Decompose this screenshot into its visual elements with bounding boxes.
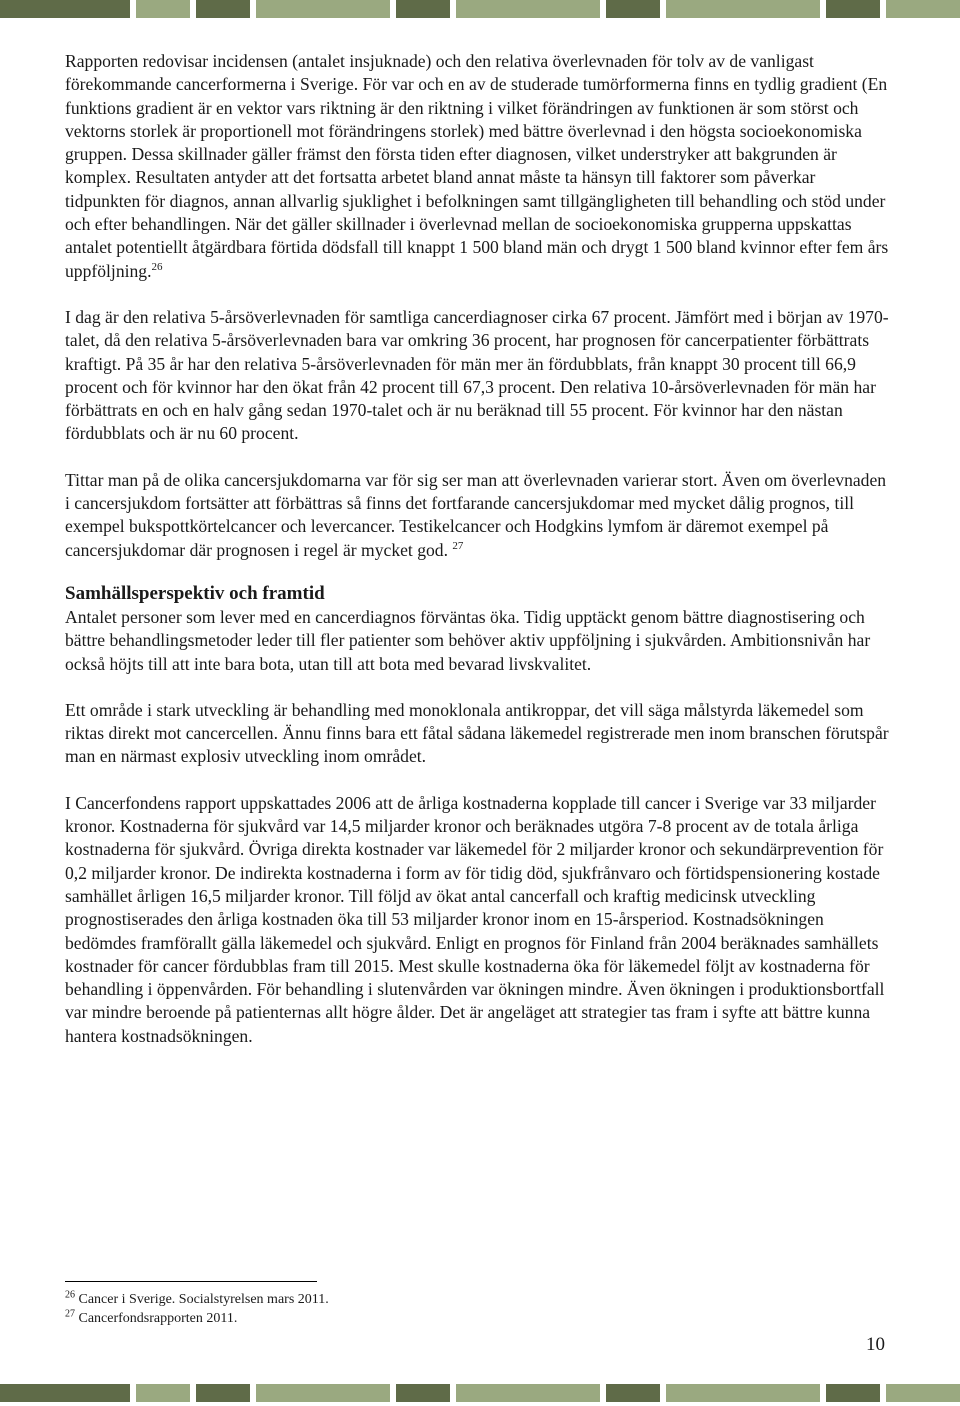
band-segment	[256, 0, 390, 18]
band-segment	[456, 0, 600, 18]
band-segment	[256, 1384, 390, 1402]
top-decorative-band	[0, 0, 960, 18]
page-number: 10	[866, 1334, 885, 1355]
footnote-26	[65, 1290, 329, 1309]
band-segment	[606, 1384, 660, 1402]
paragraph-incidence-text: Rapporten redovisar incidensen (antalet insjuknade) och den relativa överlevnaden för tolv av de vanligast förekommande cancerformerna i Sverige. För var och en av de studerade tumörformerna finns en tydlig gradient (En funktions gradient är en vektor vars riktning är den riktning i vilket förändringen av funktionen är som störst och vektorns storlek är proportionell mot förändringens storlek) med bättre överlevnad i den högsta socioekonomiska gruppen. Dessa skillnader gäller främst den första tiden efter diagnosen, vilket understryker att bakgrunden är komplex. Resultaten antyder att det fortsatta arbetet bland annat måste ta hänsyn till faktorer som påverkar tidpunkten för diagnos, annan allvarlig sjuklighet i befolkningen samt tillgängligheten till behandling och stöd under och efter behandlingen. När det gäller skillnader i överlevnad mellan de socioekonomiska grupperna uppskattas antalet potentiellt åtgärdbara förtida dödsfall till knappt 1 500 bland män och drygt 1 500 bland kvinnor efter fem års uppföljning.	[65, 51, 889, 281]
footnote-divider	[65, 1281, 317, 1282]
band-segment	[196, 0, 250, 18]
paragraph-future: Antalet personer som lever med en cancerdiagnos förväntas öka. Tidig upptäckt genom bättre diagnostisering och bättre behandlingsmetoder leder till fler patienter som behöver aktiv uppföljning i sjukvården. Ambitionsnivån har också höjts till att inte bara bota, utan till att bota med bevarad livskvalitet.	[65, 606, 871, 674]
band-segment	[136, 0, 190, 18]
footnote-number: 27	[65, 1308, 75, 1320]
band-segment	[886, 1384, 960, 1402]
footnotes	[65, 1290, 329, 1328]
band-segment	[0, 1384, 130, 1402]
paragraph-costs: I Cancerfondens rapport uppskattades 2006 att de årliga kostnaderna kopplade till cancer i Sverige var 33 miljarder kronor. Kostnaderna för sjukvård var 14,5 miljarder kronor och beräknades utgöra 7-8 procent av de totala årliga kostnaderna för sjukvård. Övriga direkta kostnader var läkemedel för 2 miljarder kronor och sekundärprevention för 0,2 miljarder kronor. De indirekta kostnaderna i form av för tidig död, sjukfrånvaro och förtidspensionering kostade samhället årligen 16,5 miljarder kronor. Till följd av ökat antal cancerfall och kraftig medicinsk utveckling prognostiserades den årliga kostnaden öka till 53 miljarder kronor inom en 15-årsperiod. Kostnadsökningen bedömdes framförallt gälla läkemedel och sjukvård. Enligt en prognos för Finland från 2004 beräknades samhällets kostnader för cancer fördubblas fram till 2015. Mest skulle kostnaderna öka för läkemedel följt av kostnaderna för behandling i öppenvården. För behandling i slutenvården var ökningen mindre. Även ökningen i produktionsbortfall var mindre beroende på patienternas allt högre ålder. Det är angeläget att strategier tas fram i syfte att bättre kunna hantera kostnadsökningen.	[65, 792, 885, 1046]
band-segment	[826, 0, 880, 18]
band-segment	[136, 1384, 190, 1402]
band-segment	[396, 0, 450, 18]
band-segment	[196, 1384, 250, 1402]
footnote-27	[65, 1309, 329, 1328]
footnote-number: 26	[65, 1289, 75, 1301]
footnote-ref-26[interactable]: 26	[151, 260, 163, 273]
paragraph-cancer-types	[65, 469, 895, 562]
bottom-decorative-band	[0, 1384, 960, 1402]
band-segment	[826, 1384, 880, 1402]
page-body	[65, 50, 895, 1048]
band-segment	[0, 0, 130, 18]
footnote-text: Cancerfondsrapporten 2011.	[78, 1311, 238, 1326]
band-segment	[666, 0, 820, 18]
footnote-text: Cancer i Sverige. Socialstyrelsen mars 2011.	[78, 1292, 329, 1307]
band-segment	[606, 0, 660, 18]
band-segment	[886, 0, 960, 18]
paragraph-survival: I dag är den relativa 5-årsöverlevnaden för samtliga cancerdiagnoser cirka 67 procent. Jämfört med i början av 1970-talet, då den relativa 5-årsöverlevnaden bara var omkring 36 procent, har prognosen för cancerpatienter förbättrats kraftigt. På 35 år har den relativa 5-årsöverlevnaden för män mer än fördubblats, från knappt 30 procent till 66,9 procent och för kvinnor har den ökat från 42 procent till 67,3 procent. Den relativa 10-årsöverlevnaden för män har förbättrats en och en halv gång sedan 1970-talet och är nu beräknad till 55 procent. För kvinnor har den nästan fördubblats och är nu 60 procent.	[65, 306, 889, 444]
paragraph-incidence	[65, 50, 895, 283]
band-segment	[666, 1384, 820, 1402]
paragraph-cancer-types-text: Tittar man på de olika cancersjukdomarna var för sig ser man att överlevnaden varierar stort. Även om överlevnaden i cancersjukdom fortsätter att förbättras så finns det fortfarande cancersjukdomar med mycket dålig prognos, till exempel bukspottkörtelcancer och levercancer. Testikelcancer och Hodgkins lymfom är däremot exempel på cancersjukdomar där prognosen i regel är mycket god.	[65, 469, 887, 560]
paragraph-antibodies: Ett område i stark utveckling är behandling med monoklonala antikroppar, det vill säga målstyrda läkemedel som riktas direkt mot cancercellen. Ännu finns bara ett fåtal sådana läkemedel registrerade men inom branschen förutspår man en närmast explosiv utveckling inom området.	[65, 699, 889, 767]
band-segment	[396, 1384, 450, 1402]
footnote-ref-27[interactable]: 27	[452, 539, 464, 552]
band-segment	[456, 1384, 600, 1402]
section-heading: Samhällsperspektiv och framtid	[65, 582, 325, 604]
